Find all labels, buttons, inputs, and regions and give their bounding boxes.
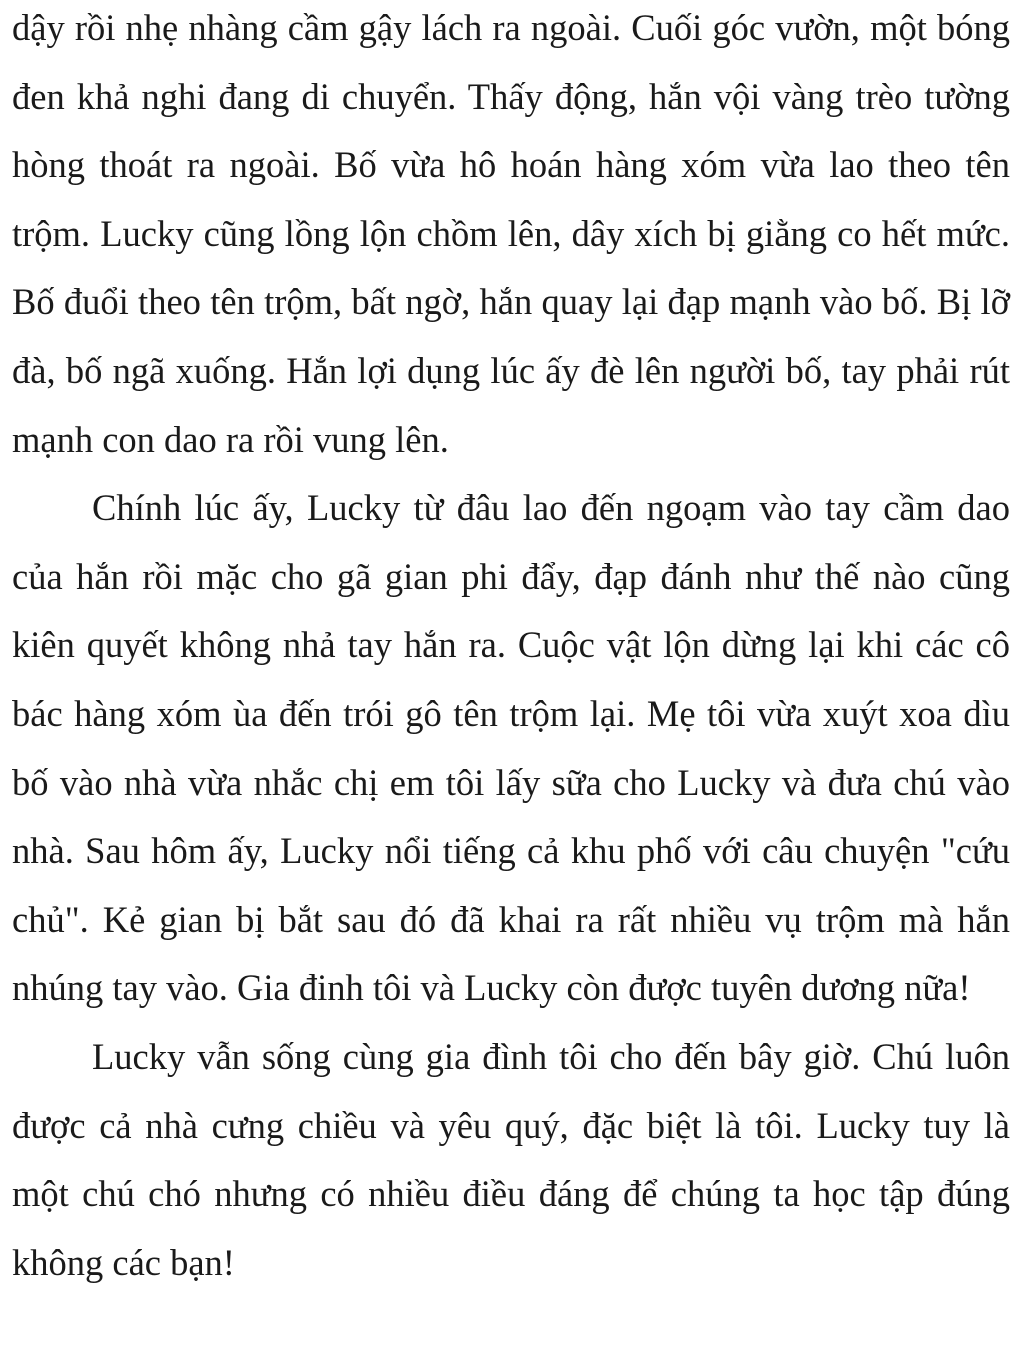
paragraph-3: Lucky vẫn sống cùng gia đình tôi cho đến bây giờ. Chú luôn được cả nhà cưng chiều và yêu quý, đặc biệt là tôi. Lucky tuy là một chú chó nhưng có nhiều điều đáng để chúng ta học tập đúng không các bạn! xyxy=(12,1035,1010,1283)
paragraph-1: dậy rồi nhẹ nhàng cầm gậy lách ra ngoài. Cuối góc vườn, một bóng đen khả nghi đang di chuyển. Thấy động, hắn vội vàng trèo tường hòng thoát ra ngoài. Bố vừa hô hoán hàng xóm vừa lao theo tên trộm. Lucky cũng lồng lộn chồm lên, dây xích bị giằng co hết mức. Bố đuổi theo tên trộm, bất ngờ, hắn quay lại đạp mạnh vào bố. Bị lỡ đà, bố ngã xuống. Hắn lợi dụng lúc ấy đè lên người bố, tay phải rút mạnh con dao ra rồi vung lên. xyxy=(12,7,1010,460)
document-body xyxy=(12,0,1010,1297)
paragraph-2: Chính lúc ấy, Lucky từ đâu lao đến ngoạm vào tay cầm dao của hắn rồi mặc cho gã gian phi đẩy, đạp đánh như thế nào cũng kiên quyết không nhả tay hắn ra. Cuộc vật lộn dừng lại khi các cô bác hàng xóm ùa đến trói gô tên trộm lại. Mẹ tôi vừa xuýt xoa dìu bố vào nhà vừa nhắc chị em tôi lấy sữa cho Lucky và đưa chú vào nhà. Sau hôm ấy, Lucky nổi tiếng cả khu phố với câu chuyện "cứu chủ". Kẻ gian bị bắt sau đó đã khai ra rất nhiều vụ trộm mà hắn nhúng tay vào. Gia đinh tôi và Lucky còn được tuyên dương nữa! xyxy=(12,487,1010,1009)
